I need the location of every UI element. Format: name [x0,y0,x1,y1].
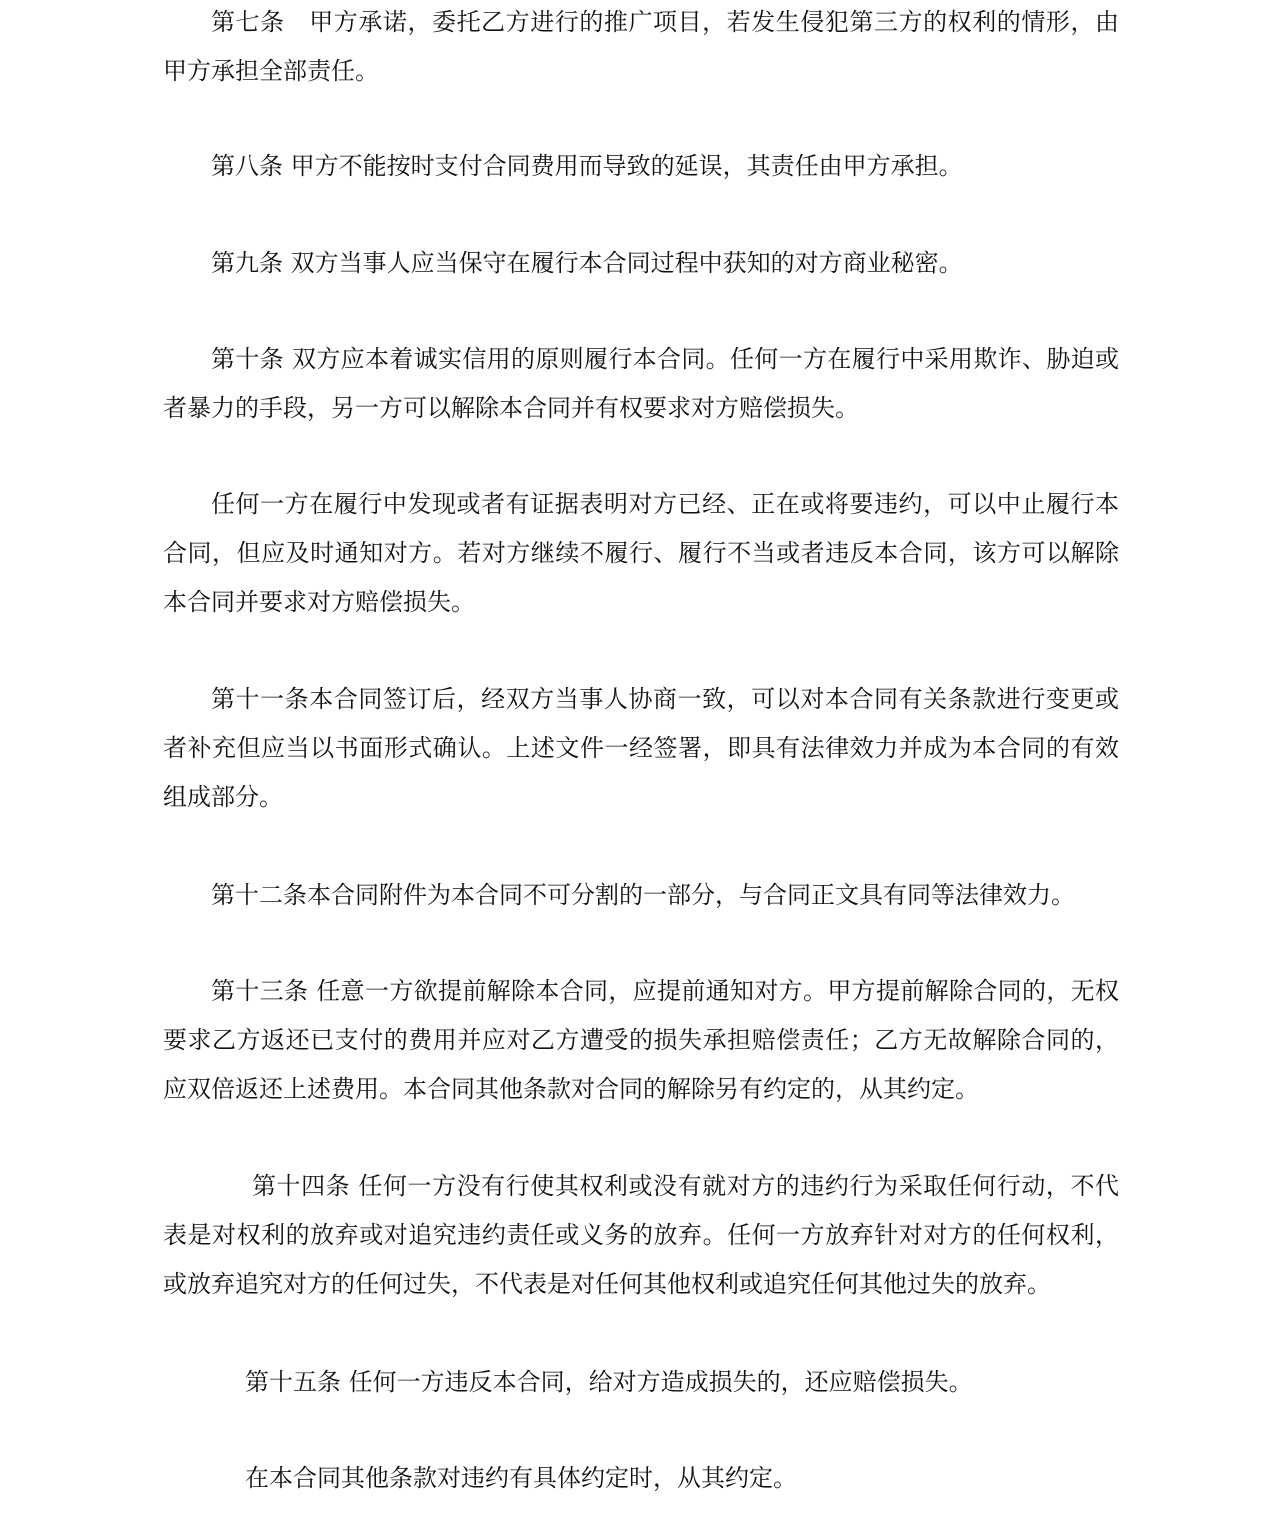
article-12-number: 第十二条 [211,881,307,909]
article-11 [163,675,1119,822]
article-15-paragraph-2-text: 在本合同其他条款对违约有具体约定时，从其约定。 [245,1464,797,1492]
article-10-number: 第十条 [211,345,285,373]
article-13-text: 任意一方欲提前解除本合同，应提前通知对方。甲方提前解除合同的，无权要求乙方返还已支付的费用并应对乙方遭受的损失承担赔偿责任；乙方无故解除合同的，应双倍返还上述费用。本合同其他条款对合同的解除另有约定的，从其约定。 [163,977,1119,1103]
article-10-text: 双方应本着诚实信用的原则履行本合同。任何一方在履行中采用欺诈、胁迫或者暴力的手段，另一方可以解除本合同并有权要求对方赔偿损失。 [163,345,1120,422]
article-15-number: 第十五条 [245,1368,341,1396]
article-10 [163,335,1119,433]
article-8-number: 第八条 [211,152,283,180]
article-15-paragraph-2 [163,1454,1119,1503]
article-15-text: 任何一方违反本合同，给对方造成损失的，还应赔偿损失。 [348,1368,973,1396]
article-8-text: 甲方不能按时支付合同费用而导致的延误，其责任由甲方承担。 [290,152,963,180]
article-14 [163,1162,1119,1309]
article-15 [163,1358,1119,1407]
article-14-number: 第十四条 [252,1172,351,1200]
article-13 [163,967,1119,1114]
article-12 [163,871,1119,920]
article-7-text: 甲方承诺，委托乙方进行的推广项目，若发生侵犯第三方的权利的情形，由甲方承担全部责任。 [163,8,1120,85]
article-7-number: 第七条 [211,8,285,36]
article-8 [163,142,1119,191]
article-11-text: 本合同签订后，经双方当事人协商一致，可以对本合同有关条款进行变更或者补充但应当以书面形式确认。上述文件一经签署，即具有法律效力并成为本合同的有效组成部分。 [163,685,1120,811]
article-14-text: 任何一方没有行使其权利或没有就对方的违约行为采取任何行动，不代表是对权利的放弃或对追究违约责任或义务的放弃。任何一方放弃针对对方的任何权利，或放弃追究对方的任何过失，不代表是对任何其他权利或追究任何其他过失的放弃。 [163,1172,1119,1298]
article-9-number: 第九条 [211,249,283,277]
article-7 [163,0,1119,96]
article-10-paragraph-2 [163,480,1119,627]
article-10-paragraph-2-text: 任何一方在履行中发现或者有证据表明对方已经、正在或将要违约，可以中止履行本合同，但应及时通知对方。若对方继续不履行、履行不当或者违反本合同，该方可以解除本合同并要求对方赔偿损失。 [163,490,1119,616]
article-12-text: 本合同附件为本合同不可分割的一部分，与合同正文具有同等法律效力。 [307,881,1075,909]
article-13-number: 第十三条 [211,977,309,1005]
article-9 [163,239,1119,288]
article-11-number: 第十一条 [211,685,310,713]
article-9-text: 双方当事人应当保守在履行本合同过程中获知的对方商业秘密。 [290,249,963,277]
